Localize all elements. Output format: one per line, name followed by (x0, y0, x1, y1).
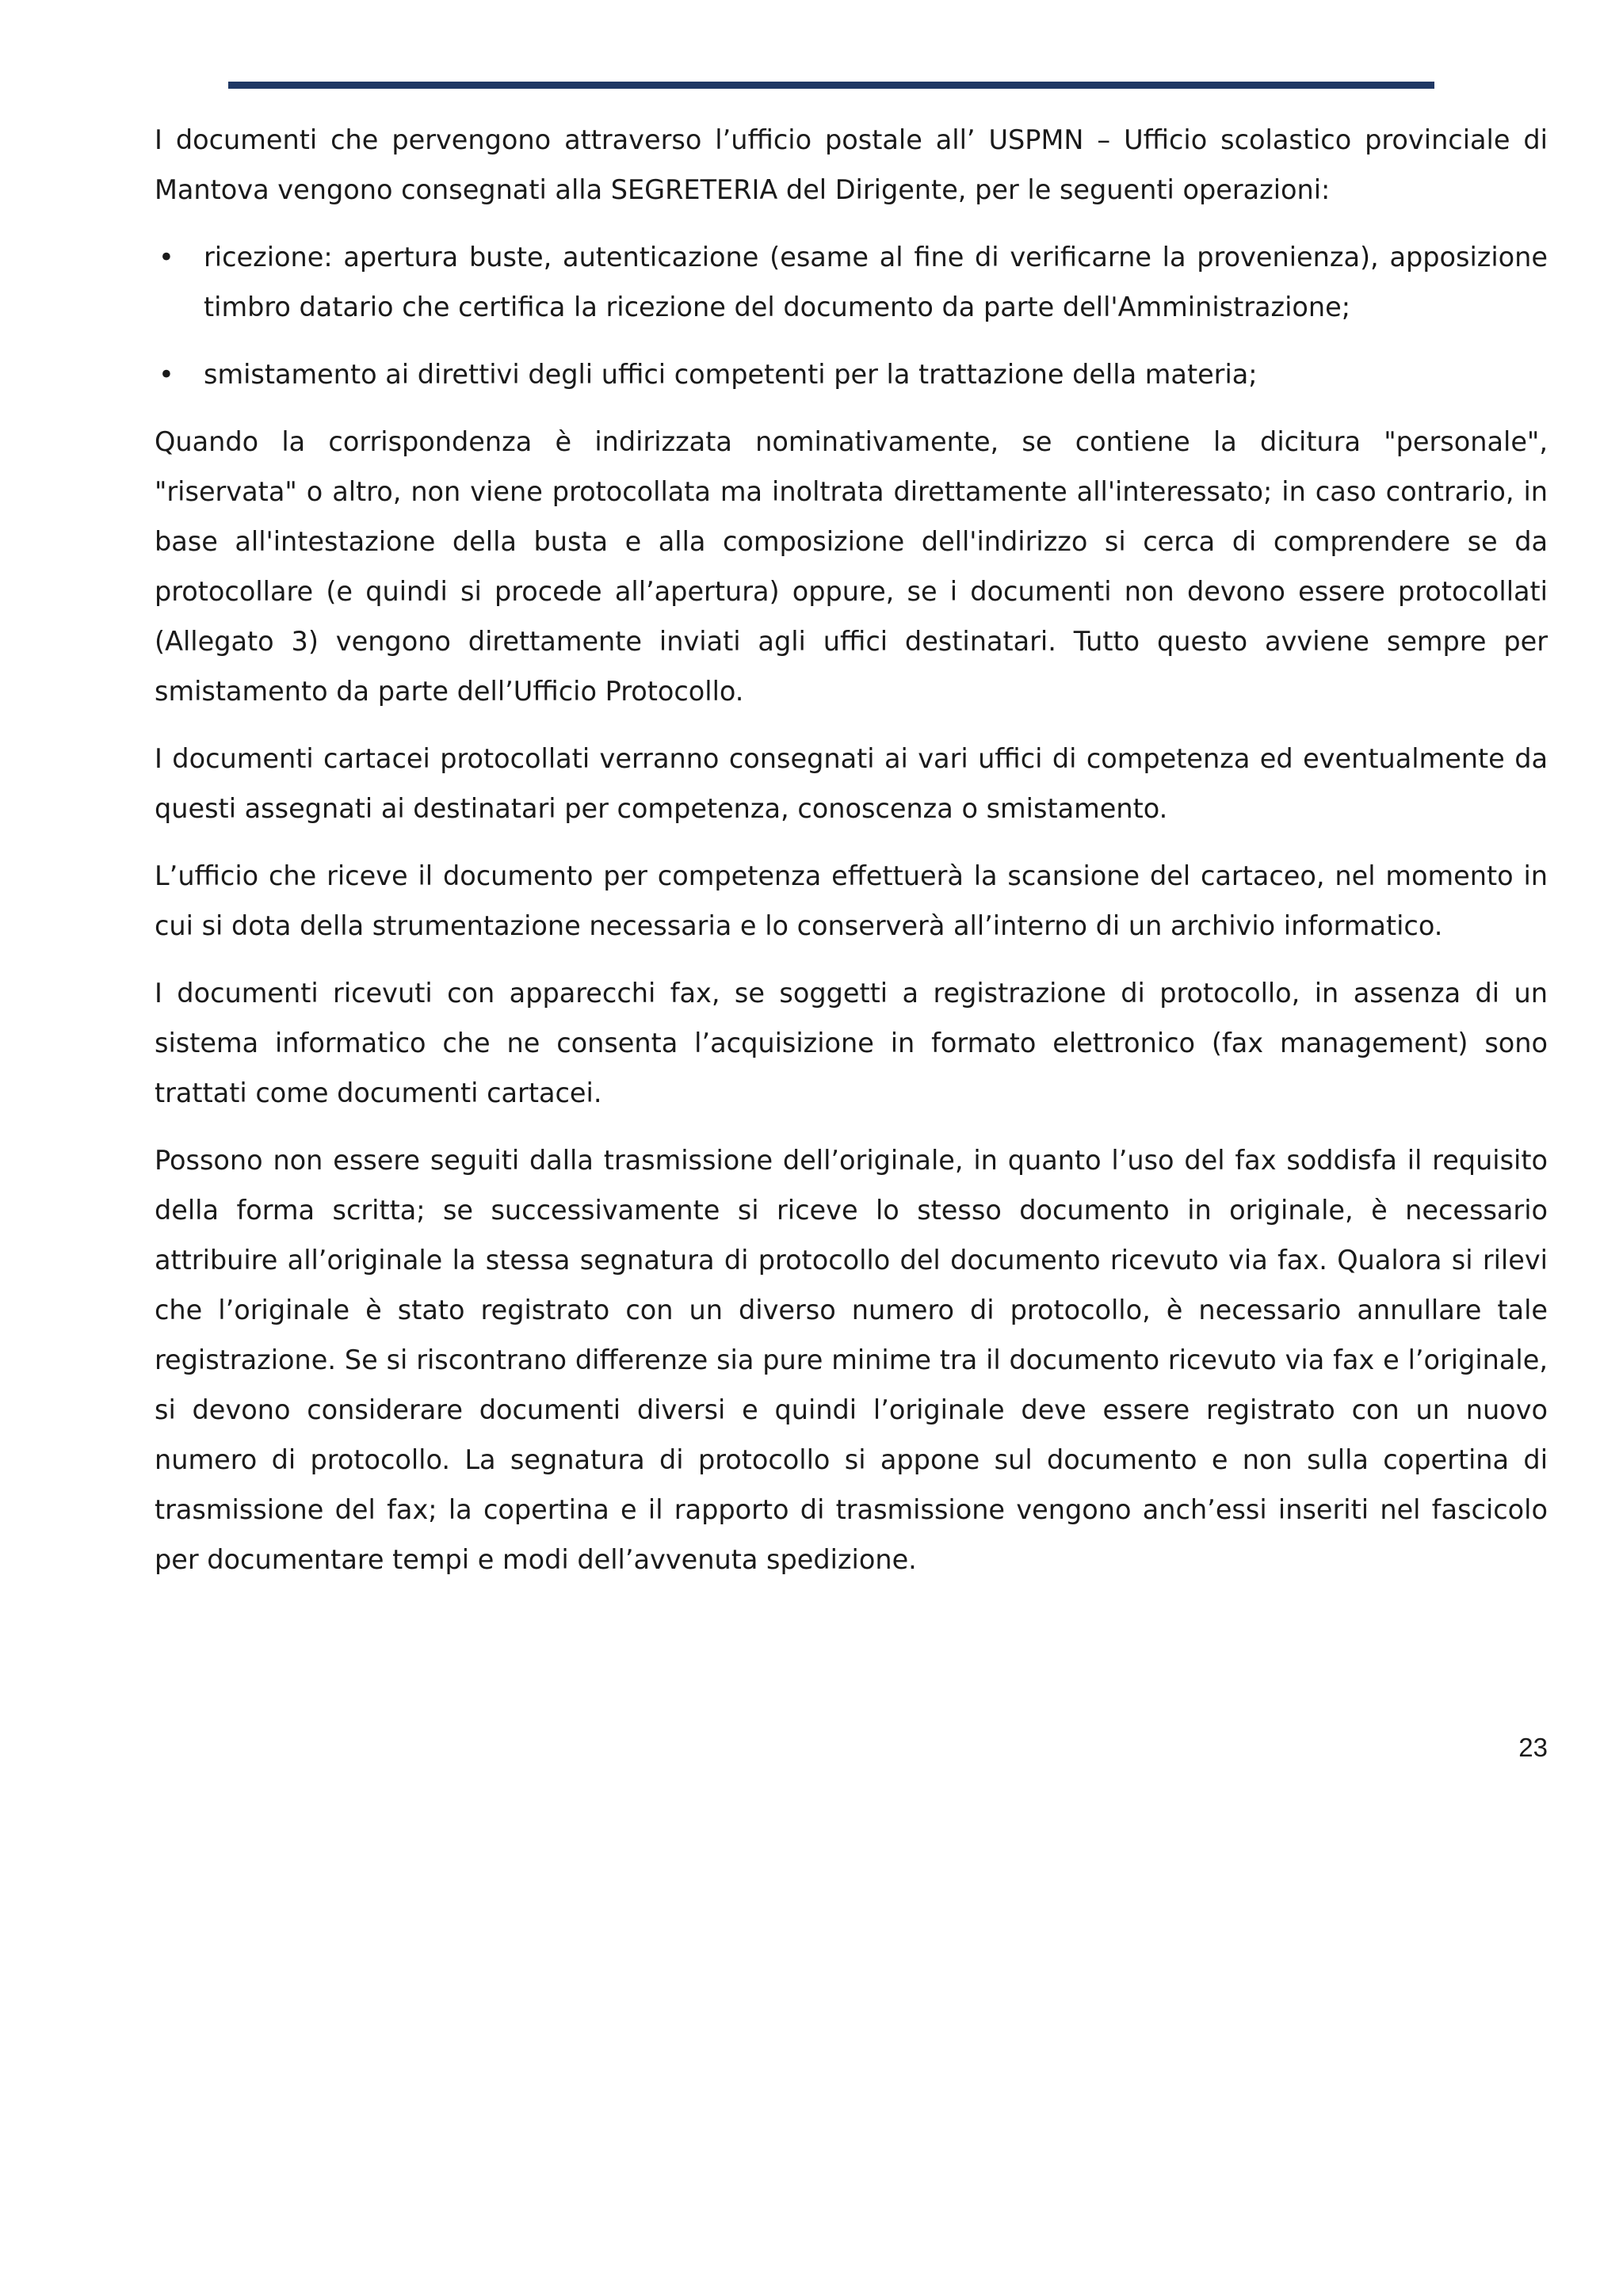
paragraph-originale: Possono non essere seguiti dalla trasmissione dell’originale, in quanto l’uso del fax soddisfa il requisito della forma scritta; se successivamente si riceve lo stesso documento in originale, è necessario attribuire all’originale la stessa segnatura di protocollo del documento ricevuto via fax. Qualora si rilevi che l’originale è stato registrato con un diverso numero di protocollo, è necessario annullare tale registrazione. Se si riscontrano differenze sia pure minime tra il documento ricevuto via fax e l’originale, si devono considerare documenti diversi e quindi l’originale deve essere registrato con un nuovo numero di protocollo. La segnatura di protocollo si appone sul documento e non sulla copertina di trasmissione del fax; la copertina e il rapporto di trasmissione vengono anch’essi inseriti nel fascicolo per documentare tempi e modi dell’avvenuta spedizione. (155, 1145, 1548, 1575)
paragraph-scansione: L’ufficio che riceve il documento per competenza effettuerà la scansione del cartaceo, nel momento in cui si dota della strumentazione necessaria e lo conserverà all’interno di un archivio informatico. (155, 860, 1548, 941)
intro-paragraph: I documenti che pervengono attraverso l’ufficio postale all’ USPMN – Ufficio scolastico provinciale di Mantova vengono consegnati alla SEGRETERIA del Dirigente, per le seguenti operazioni: (155, 124, 1548, 205)
operations-list (155, 232, 1548, 399)
list-item (155, 232, 1548, 332)
bullet-icon: • (158, 359, 174, 390)
list-item-text: smistamento ai direttivi degli uffici competenti per la trattazione della materia; (204, 359, 1258, 390)
page-number: 23 (1518, 1733, 1548, 1762)
list-item (155, 349, 1548, 399)
list-item-text: ricezione: apertura buste, autenticazione (esame al fine di verificarne la provenienza), apposizione timbro datario che certifica la ricezione del documento da parte dell'Amministrazione; (204, 242, 1548, 322)
paragraph-corrispondenza: Quando la corrispondenza è indirizzata nominativamente, se contiene la dicitura "personale", "riservata" o altro, non viene protocollata ma inoltrata direttamente all'interessato; in caso contrario, in base all'intestazione della busta e alla composizione dell'indirizzo si cerca di comprendere se da protocollare (e quindi si procede all’apertura) oppure, se i documenti non devono essere protocollati (Allegato 3) vengono direttamente inviati agli uffici destinatari. Tutto questo avviene sempre per smistamento da parte dell’Ufficio Protocollo. (155, 426, 1548, 707)
header-rule (228, 82, 1434, 89)
paragraph-documenti-cartacei: I documenti cartacei protocollati verranno consegnati ai vari uffici di competenza ed eventualmente da questi assegnati ai destinatari per competenza, conoscenza o smistamento. (155, 743, 1548, 824)
paragraph-fax: I documenti ricevuti con apparecchi fax, se soggetti a registrazione di protocollo, in assenza di un sistema informatico che ne consenta l’acquisizione in formato elettronico (fax management) sono trattati come documenti cartacei. (155, 978, 1548, 1108)
document-body (155, 115, 1548, 1602)
bullet-icon: • (158, 242, 174, 273)
